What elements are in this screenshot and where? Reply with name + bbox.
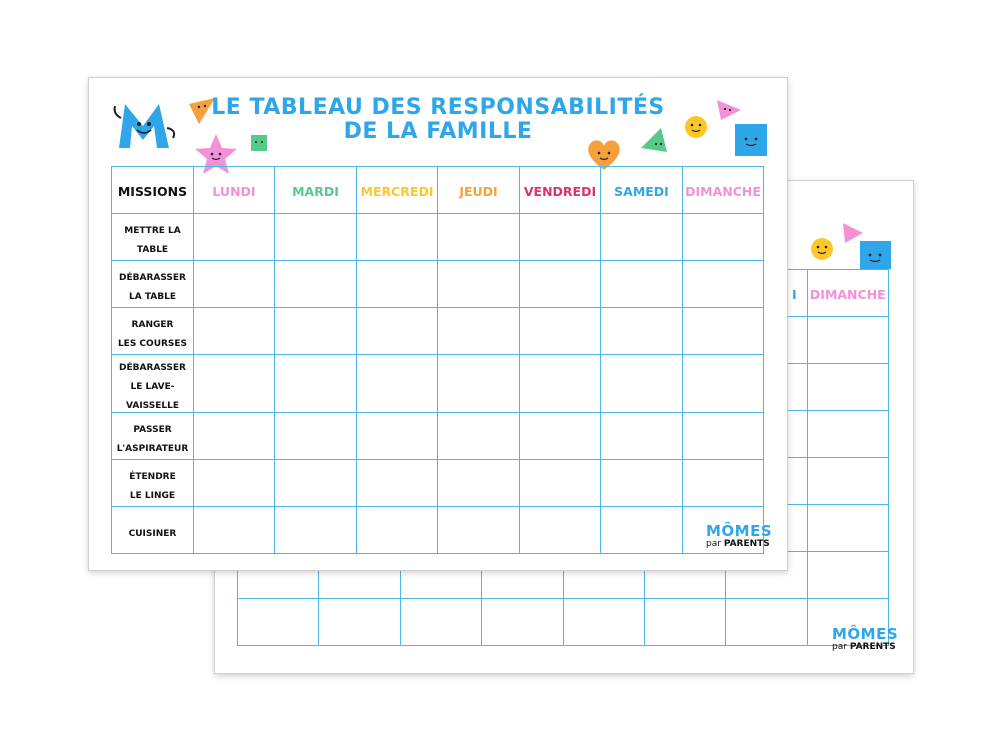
day-header: MERCREDI [360, 183, 434, 199]
chore-cell[interactable] [194, 460, 275, 507]
chore-cell[interactable] [601, 355, 683, 413]
chore-cell[interactable] [275, 355, 357, 413]
chore-cell[interactable] [194, 261, 275, 308]
table-row [112, 214, 764, 261]
chore-cell[interactable] [601, 261, 683, 308]
blue-square-face-icon [733, 122, 769, 158]
chore-cell[interactable] [601, 413, 683, 460]
missions-header-cell [112, 167, 194, 214]
sun-face-icon [683, 114, 709, 140]
logo-momes: MÔMES [706, 522, 773, 540]
front-sheet [88, 77, 788, 571]
table-row [112, 308, 764, 355]
logo-par-parents: par PARENTS [706, 539, 770, 549]
chore-cell[interactable] [194, 413, 275, 460]
chore-cell[interactable] [683, 214, 764, 261]
chore-cell[interactable] [438, 261, 520, 308]
day-header: VENDREDI [523, 183, 597, 199]
day-header: JEUDI [459, 183, 498, 199]
day-header: LUNDI [212, 183, 256, 199]
front-logo [706, 524, 772, 549]
chore-cell[interactable] [601, 308, 683, 355]
chore-cell[interactable] [520, 460, 601, 507]
chore-cell[interactable] [275, 308, 357, 355]
table-row [112, 507, 764, 554]
chore-cell[interactable] [601, 507, 683, 554]
chore-cell[interactable] [438, 214, 520, 261]
chore-cell[interactable] [601, 460, 683, 507]
table-row [112, 413, 764, 460]
logo-momes: MÔMES [832, 625, 899, 643]
logo-par-parents: par PARENTS [832, 642, 896, 652]
mission-label: ÉTENDRE LE LINGE [129, 472, 176, 501]
chore-cell[interactable] [275, 460, 357, 507]
missions-header: MISSIONS [117, 183, 188, 199]
chore-cell[interactable] [275, 507, 357, 554]
chore-cell[interactable] [357, 460, 438, 507]
chore-cell[interactable] [520, 308, 601, 355]
mission-label: DÉBARASSER LA TABLE [119, 273, 186, 302]
responsibilities-table [111, 166, 764, 554]
chore-cell[interactable] [357, 308, 438, 355]
chore-cell[interactable] [438, 308, 520, 355]
day-header: MARDI [292, 183, 339, 199]
chore-cell[interactable] [438, 507, 520, 554]
pink-triangle-face-icon [713, 96, 743, 124]
table-row [112, 460, 764, 507]
chore-cell[interactable] [438, 460, 520, 507]
mission-label: RANGER LES COURSES [117, 320, 188, 349]
mission-label: METTRE LA TABLE [124, 226, 181, 255]
chore-cell[interactable] [438, 355, 520, 413]
mission-label: DÉBARASSER LE LAVE- VAISSELLE [119, 363, 186, 411]
mission-label: PASSER L'ASPIRATEUR [116, 425, 189, 454]
chore-cell[interactable] [683, 308, 764, 355]
chore-cell[interactable] [357, 507, 438, 554]
table-row [112, 261, 764, 308]
chore-cell[interactable] [683, 261, 764, 308]
chore-cell[interactable] [275, 261, 357, 308]
chore-cell[interactable] [520, 413, 601, 460]
blue-square-face-icon [860, 241, 891, 269]
chore-cell[interactable] [357, 214, 438, 261]
chore-cell[interactable] [275, 413, 357, 460]
chore-cell[interactable] [357, 355, 438, 413]
back-header-dimanche: DIMANCHE [809, 286, 886, 302]
chore-cell[interactable] [601, 214, 683, 261]
chore-cell[interactable] [683, 355, 764, 413]
chore-cell[interactable] [520, 355, 601, 413]
sun-face-icon [811, 238, 833, 260]
chore-cell[interactable] [438, 413, 520, 460]
chore-cell[interactable] [194, 214, 275, 261]
chore-cell[interactable] [683, 460, 764, 507]
day-header: SAMEDI [614, 183, 669, 199]
title-line-2: DE LA FAMILLE [343, 119, 533, 144]
chore-cell[interactable] [194, 507, 275, 554]
chore-cell[interactable] [520, 261, 601, 308]
pink-triangle-icon [843, 223, 863, 243]
chore-cell[interactable] [194, 308, 275, 355]
back-logo [832, 627, 898, 652]
day-header: DIMANCHE [685, 183, 761, 199]
chore-cell[interactable] [520, 214, 601, 261]
table-row [112, 355, 764, 413]
back-decorations [805, 199, 914, 269]
green-triangle-face-icon [639, 126, 669, 154]
back-header-fragment: I [791, 286, 797, 302]
chore-cell[interactable] [520, 507, 601, 554]
chore-cell[interactable] [275, 214, 357, 261]
title-line-1: LE TABLEAU DES RESPONSABILITÉS [211, 95, 665, 120]
chore-cell[interactable] [683, 413, 764, 460]
mission-label: CUISINER [128, 528, 177, 539]
chore-cell[interactable] [194, 355, 275, 413]
chore-cell[interactable] [357, 413, 438, 460]
chore-cell[interactable] [357, 261, 438, 308]
